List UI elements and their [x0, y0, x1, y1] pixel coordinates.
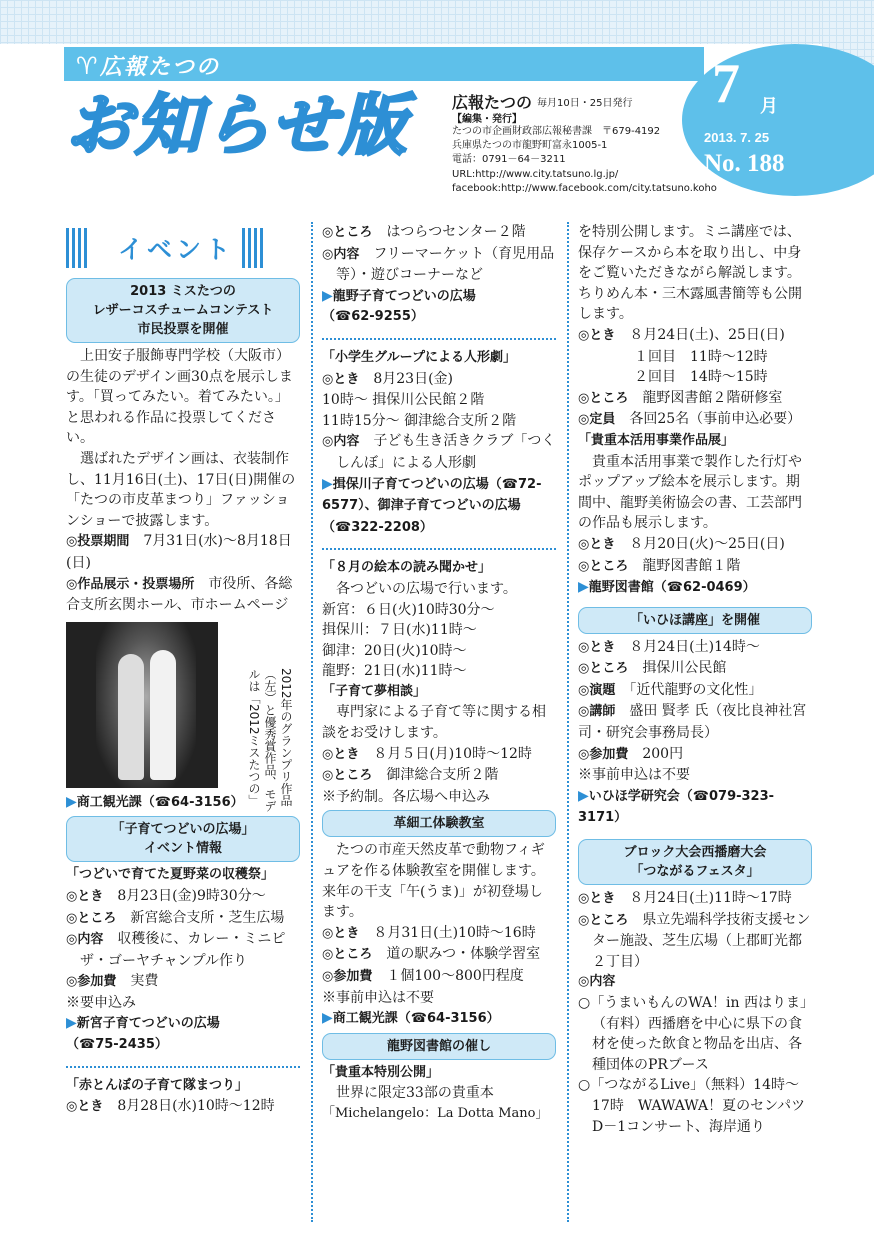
harvest-content: ◎内容 収穫後に、カレー・ミニピザ・ゴーヤチャンプル作り	[66, 931, 286, 969]
issue-month: 7	[712, 53, 740, 115]
model-figure	[118, 654, 144, 780]
ihibo-place: ◎ところ 揖保川公民館	[578, 660, 727, 677]
ehon-title: 「８月の絵本の読み聞かせ」	[322, 560, 492, 576]
block-when: ◎とき ８月24日(土)11時～17時	[578, 890, 792, 907]
kichou-when: ◎とき ８月20日(火)～25日(日)	[578, 535, 785, 552]
grand-prix-photo	[66, 622, 218, 788]
yume-when: ◎とき ８月５日(月)10時～12時	[322, 745, 532, 762]
doll-time: 11時15分～ 御津総合支所２階	[322, 412, 517, 429]
heading-line: 「つながるフェスタ」	[630, 864, 760, 880]
library-body: 世界に限定33部の貴重本	[336, 1085, 494, 1102]
triangle-icon: ▶	[322, 287, 333, 304]
kawa-heading: 革細工体験教室	[322, 810, 556, 837]
series-title: 広報たつの	[100, 54, 221, 79]
library-when: ◎とき ８月24日(土)、25日(日)	[578, 326, 785, 343]
harvest-when: ◎とき 8月23日(金)9時30分～	[66, 887, 266, 904]
kawa-body: たつの市産天然皮革で動物フィギュアを作る体験教室を開催します。来年の干支「午(うま)」が初登場します。	[322, 842, 545, 921]
heading-line: 2013 ミスたつの	[130, 284, 236, 299]
item-label: ◎投票期間	[66, 534, 130, 550]
ehon-item: 御津：20日(火)10時～	[322, 642, 467, 659]
harvest-place: ◎ところ 新宮総合支所・芝生広場	[66, 909, 285, 926]
library-capacity: ◎定員 各回25名（事前申込必要）	[578, 411, 802, 428]
doll-contact: ▶揖保川子育てつどいの広場（☎72-6577）、御津子育てつどいの広場（☎322-2208）	[322, 475, 542, 535]
dotted-separator	[66, 1066, 300, 1068]
column-2	[322, 222, 556, 1125]
yume-place: ◎ところ 御津総合支所２階	[322, 767, 499, 784]
library-body-cont: を特別公開します。ミニ講座では、保存ケースから本を取り出し、中身をご覧いただきながら解説します。ちりめん本・三木露風書簡等も公開します。	[578, 224, 802, 323]
harvest-note: ※要申込み	[66, 994, 136, 1011]
stripe-decoration	[66, 228, 88, 268]
vote-period	[66, 531, 300, 573]
yume-title: 「子育て夢相談」	[322, 683, 427, 699]
ihibo-topic: ◎演題 「近代龍野の文化性」	[578, 681, 763, 698]
item-value: 7月31日(水)～8月18日(日)	[66, 533, 292, 571]
ihibo-contact: ▶いひほ学研究会（☎079-323-3171）	[578, 787, 775, 826]
model-figure	[150, 650, 176, 780]
kichou-body: 貴重本活用事業で製作した行灯やポップアップ絵本を展示します。期間中、龍野美術協会の書、工芸部門の作品も展示します。	[578, 453, 802, 532]
publish-schedule: 毎月10日・25日発行	[537, 98, 633, 109]
heading-line: イベント情報	[143, 841, 222, 857]
doll-content: ◎内容 子ども生き活きクラブ「つくしんぼ」による人形劇	[322, 433, 556, 471]
kawa-contact: ▶商工観光課（☎64-3156）	[322, 1010, 500, 1027]
editor-label: 【編集・発行】	[452, 114, 522, 125]
kawa-fee: ◎参加費 １個100～800円程度	[322, 968, 524, 984]
column-divider	[311, 222, 313, 1222]
flea-tel: （☎62-9255）	[322, 309, 424, 325]
harvest-fee: ◎参加費 実費	[66, 973, 159, 990]
block-content-label: ◎内容	[578, 974, 616, 990]
heading-line: 「子育てつどいの広場」	[111, 822, 255, 838]
flea-contact: ▶龍野子育てつどいの広場	[322, 287, 476, 304]
contact-line: 兵庫県たつの市龍野町富永1005-1	[452, 140, 608, 152]
block-item: ○「うまいもんのWA！in 西はりま」（有料）西播磨を中心に県下の食材を使った飲食と物品を出店、各種団体のPRブース	[578, 995, 807, 1073]
block-item: ○「つながるLive」（無料）14時～17時 WAWAWA！夏のセンパツD－1コンサート、海岸通り	[578, 1077, 806, 1135]
ihibo-heading: 「いひほ講座」を開催	[578, 607, 812, 634]
ehon-item: 新宮：６日(火)10時30分～	[322, 601, 495, 618]
ehon-item: 龍野：21日(水)11時～	[322, 663, 467, 680]
triangle-icon: ▶	[578, 787, 589, 804]
item-value: 市役所、各総合支所玄関ホール、市ホームページ	[66, 575, 293, 614]
block-heading	[578, 839, 812, 885]
photo-caption: 2012年のグランプリ作品（左）と優秀賞作品、モデルは「2012ミスたつの」	[247, 668, 293, 812]
contact-line: 電話：0791－64－3211	[452, 154, 566, 166]
library-book-title: 「Michelangelo：La Dotta Mano」	[322, 1105, 549, 1121]
publisher-name: 広報たつの	[452, 93, 533, 112]
contact-facebook[interactable]: facebook:http://www.facebook.com/city.tatsuno.koho	[452, 182, 717, 194]
header-grid-pattern	[0, 0, 874, 44]
kichou-title: 「貴重本活用事業作品展」	[578, 432, 735, 448]
triangle-icon: ▶	[322, 475, 333, 492]
ihibo-fee: ◎参加費 200円	[578, 745, 684, 762]
city-logo-icon: ♈	[76, 52, 98, 80]
flea-place: ◎ところ はつらつセンター２階	[322, 224, 526, 240]
triangle-icon: ▶	[66, 1015, 77, 1032]
akatonbo-when: ◎とき 8月28日(水)10時～12時	[66, 1098, 275, 1115]
kawa-when: ◎とき ８月31日(土)10時～16時	[322, 924, 536, 941]
flea-content: ◎内容 フリーマーケット（育児用品等）・遊びコーナーなど	[322, 245, 555, 284]
harvest-tel: （☎75-2435）	[66, 1037, 168, 1053]
kawa-note: ※事前申込は不要	[322, 989, 434, 1006]
issue-month-label: 月	[760, 96, 778, 117]
triangle-icon: ▶	[66, 793, 77, 810]
doll-time: 10時～ 揖保川公民館２階	[322, 392, 485, 409]
ehon-body: 各つどいの広場で行います。	[336, 580, 517, 597]
library-time: ２回目 14時～15時	[634, 369, 768, 386]
library-place: ◎ところ 龍野図書館２階研修室	[578, 389, 783, 406]
ihibo-note: ※事前申込は不要	[578, 767, 690, 784]
block-place: ◎ところ 県立先端科学技術支援センター施設、芝生広場（上郡町光都２丁目）	[578, 911, 811, 970]
library-time: １回目 11時～12時	[634, 348, 768, 365]
akatonbo-title: 「赤とんぼの子育て隊まつり」	[66, 1077, 249, 1093]
kichou-contact: ▶龍野図書館（☎62-0469）	[578, 579, 756, 596]
page-title: お知らせ版	[66, 88, 410, 162]
dotted-separator	[322, 548, 556, 550]
ehon-item: 揖保川：７日(水)11時～	[322, 622, 477, 639]
harvest-title: 「つどいで育てた夏野菜の収穫祭」	[66, 867, 275, 883]
kosodate-heading	[66, 816, 300, 862]
contest-body: 選ばれたデザイン画は、衣装制作し、11月16日(土)、17日(日)開催の「たつの市皮革まつり」ファッションショーで披露します。	[66, 450, 296, 529]
vote-place	[66, 574, 300, 616]
contact-line: たつの市企画財政部広報秘書課 〒679-4192	[452, 126, 661, 137]
issue-date: 2013. 7. 25	[704, 130, 770, 145]
doll-title: 「小学生グループによる人形劇」	[322, 349, 516, 365]
library-title: 「貴重本特別公開」	[322, 1064, 440, 1080]
heading-line: ブロック大会西播磨大会	[623, 845, 767, 861]
heading-line: 市民投票を開催	[137, 322, 229, 337]
column-divider	[567, 222, 569, 1222]
contest-contact: ▶商工観光課（☎64-3156）	[66, 793, 244, 810]
harvest-contact: ▶新宮子育てつどいの広場	[66, 1015, 220, 1032]
issue-number: No. 188	[704, 150, 785, 177]
kawa-place: ◎ところ 道の駅みつ・体験学習室	[322, 946, 541, 963]
stage-spotlight	[96, 622, 196, 788]
ihibo-lecturer: ◎講師 盛田 賢孝 氏（夜比良神社宮司・研究会事務局長）	[578, 703, 807, 742]
yume-body: 専門家による子育て等に関する相談をお受けします。	[322, 704, 546, 742]
triangle-icon: ▶	[578, 579, 589, 596]
ihibo-when: ◎とき ８月24日(土)14時～	[578, 638, 760, 655]
contest-heading	[66, 278, 300, 343]
contest-body: 上田安子服飾専門学校（大阪市）の生徒のデザイン画30点を展示します。「買ってみたい。着てみたい。」と思われる作品に投票してください。	[66, 348, 293, 447]
heading-line: レザーコスチュームコンテスト	[92, 303, 274, 318]
library-heading: 龍野図書館の催し	[322, 1033, 556, 1060]
item-label: ◎作品展示・投票場所	[66, 576, 195, 592]
contact-url[interactable]: URL:http://www.city.tatsuno.lg.jp/	[452, 168, 619, 180]
stripe-decoration	[242, 228, 264, 268]
event-section-header	[66, 222, 300, 274]
dotted-separator	[322, 338, 556, 340]
section-title: イベント	[118, 235, 235, 264]
triangle-icon: ▶	[322, 1010, 333, 1027]
yume-note: ※予約制。各広場へ申込み	[322, 788, 490, 805]
contact-info	[452, 125, 717, 196]
kichou-place: ◎ところ 龍野図書館１階	[578, 557, 741, 574]
column-3	[578, 222, 812, 1137]
doll-when: ◎とき 8月23日(金)	[322, 370, 453, 387]
